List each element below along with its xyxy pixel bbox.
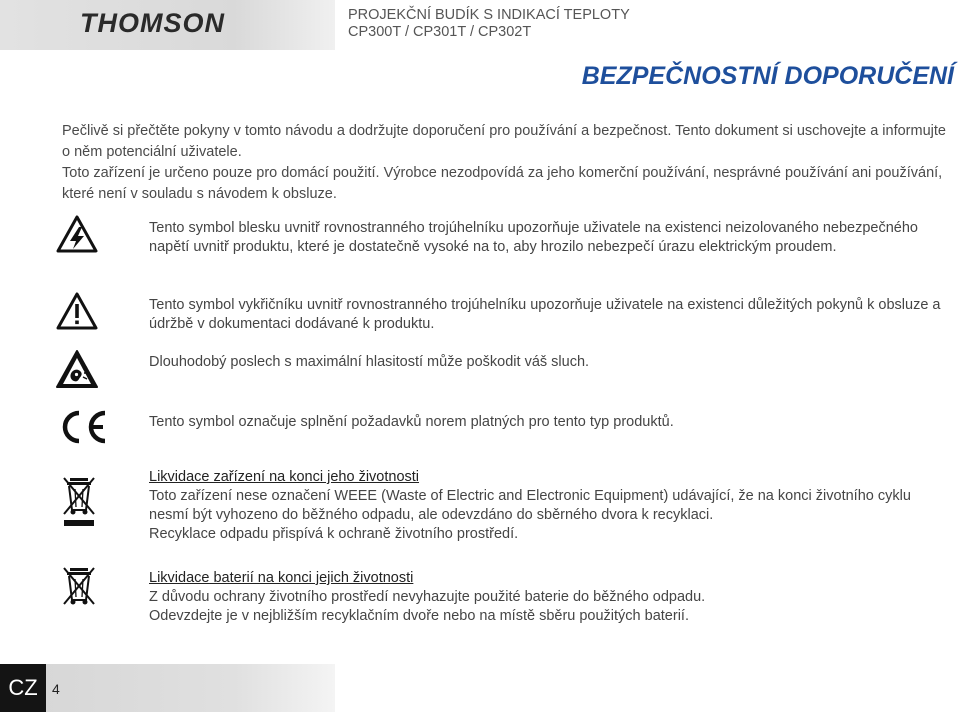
exclamation-warning-icon bbox=[55, 291, 99, 331]
lightning-warning-icon bbox=[55, 214, 99, 254]
disposal-heading: Likvidace zařízení na konci jeho životnosti bbox=[149, 469, 420, 485]
disposal-block bbox=[149, 569, 949, 626]
footer-band bbox=[0, 664, 335, 712]
ce-mark-icon bbox=[57, 408, 109, 446]
product-name: PROJEKČNÍ BUDÍK S INDIKACÍ TEPLOTY bbox=[348, 7, 630, 23]
disposal-text: Toto zařízení nese označení WEEE (Waste of Electric and Electronic Equipment) udávající, že na konci životního cyklu nesmí být vyhozeno do běžného odpadu, ale odevzdáno do sběrného dvora k recyklaci. bbox=[149, 488, 911, 523]
page-number: 4 bbox=[52, 681, 60, 697]
hearing-warning-icon bbox=[55, 349, 99, 389]
brand-logo: THOMSON bbox=[80, 8, 225, 38]
disposal-text: Recyklace odpadu přispívá k ochraně životního prostředí. bbox=[149, 526, 519, 542]
product-models: CP300T / CP301T / CP302T bbox=[348, 24, 532, 40]
symbol-description: Dlouhodobý poslech s maximální hlasitostí může poškodit váš sluch. bbox=[149, 354, 590, 370]
intro-paragraph: Toto zařízení je určeno pouze pro domácí použití. Výrobce nezodpovídá za jeho komerční používání, nesprávné používání ani používání, které není v souladu s návodem k obsluze. bbox=[62, 165, 943, 202]
language-badge: CZ bbox=[0, 664, 46, 712]
symbol-description: Tento symbol vykřičníku uvnitř rovnostranného trojúhelníku upozorňuje uživatele na existenci důležitých pokynů k obsluze a údržbě v dokumentaci dodávané k produktu. bbox=[149, 297, 941, 332]
intro-text bbox=[62, 121, 954, 205]
symbol-description: Tento symbol blesku uvnitř rovnostranného trojúhelníku upozorňuje uživatele na existenci neizolovaného nebezpečného napětí uvnitř produktu, které je dostatečně vysoké na to, aby hrozilo nebezpečí úrazu elektrickým proudem. bbox=[149, 220, 918, 255]
disposal-heading: Likvidace baterií na konci jejich životnosti bbox=[149, 570, 414, 586]
disposal-text: Odevzdejte je v nejbližším recyklačním dvoře nebo na místě sběru použitých baterií. bbox=[149, 608, 689, 624]
section-title: BEZPEČNOSTNÍ DOPORUČENÍ bbox=[581, 62, 954, 90]
crossed-bin-icon bbox=[60, 564, 98, 608]
intro-paragraph: Pečlivě si přečtěte pokyny v tomto návodu a dodržujte doporučení pro používání a bezpečnost. Tento dokument si uschovejte a informujte o něm potenciální uživatele. bbox=[62, 123, 946, 160]
disposal-block bbox=[149, 468, 949, 544]
disposal-text: Z důvodu ochrany životního prostředí nevyhazujte použité baterie do běžného odpadu. bbox=[149, 589, 706, 605]
crossed-bin-bar-icon bbox=[60, 474, 98, 530]
symbol-description: Tento symbol označuje splnění požadavků norem platných pro tento typ produktů. bbox=[149, 414, 674, 430]
product-title bbox=[348, 7, 630, 41]
